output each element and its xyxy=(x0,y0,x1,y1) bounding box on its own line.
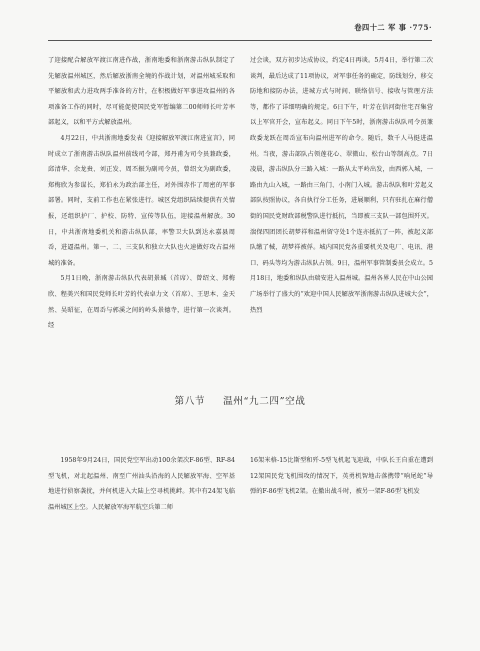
section-number: 第八节 xyxy=(174,396,206,407)
section-title: 温州“九二四”空战 xyxy=(223,396,306,407)
paragraph: 过会谈，双方初步达成协议，约定4日再谈。5月4日，举行第二次谈判，最后达成了11项协议，对军事任务的确定，防线划分，移交防地和接防办法，进城方式与时间、联络信号、接收与管理方法等，都作了详细明确的规定。6日下午，叶芳在信河街住宅召集营以上军官开会，宣布起义。同日下午5时，浙南游击纵队司令员兼政委龙跃在周岙宣布向温州进军的命令。随后，数千人马挺进温州。当夜，游击部队占领莲花心、翠微山、松台山等制高点。7日凌晨，游击纵队分三路入城：一路从太平岭出发，由西郭入城，一路由九山入城，一路由三角门、小南门入城。游击纵队和叶芳起义部队按照协议，各自执行分工任务，进展顺利，只有驻扎在麻行僧街的国民党财政部税警队进行抵抗，当即被三支队一部包围歼灭。湍保四团团长胡梦祥和温州留守处1个连亦抵抗了一阵，被起义部队缴了械，胡梦祥被俘。城内国民党各重要机关及电厂、电讯、港口、码头等均为游击纵队占领。9日，温州军事管制委员会成立。5月18日，地委和纵队由瑞安进入温州城。温州各界人民在中山公园广场举行了盛大的“欢迎中国人民解放军浙南游击纵队进城大会”，热烈 xyxy=(250,57,433,314)
section-heading xyxy=(48,395,432,409)
top-right-column xyxy=(250,53,433,318)
paragraph: 5月1日晚，浙南游击纵队代表胡景瑊（首席）、曾绍文、郑梅欣、程美兴和国民党师长叶芳的代表卓力文（首席）、王思本、金天然、吴昭征，在周岙与郭溪之间的岭头景德寺，进行第一次谈判。经 xyxy=(48,275,235,330)
paragraph: 1958年9月24日，国民党空军出动100余架次F-86型、RF-84型飞机，对北起温州、南至广州汕头沿海的人民解放军海、空军基地进行侦察袭扰，并何机进入大陆上空寻机挑衅。其中有24架飞临温州城区上空。人民解放军海军航空兵第二师 xyxy=(48,457,235,511)
paragraph: 16架米格-15比斯型和歼-5型飞机起飞迎战，中队长王自重在遭到12架国民党飞机围攻的情况下，英勇机智地击落携带“响尾蛇”导弹的F-86型飞机2架。在撤出战斗时，被另一架F-86型飞机发 xyxy=(250,457,433,496)
paragraph: 4月22日，中共浙南地委发表《迎接解放军渡江南进宣言》，同时成立了浙南游击纵队温州前线司令部，郑丹甫为司令员兼政委，邱清华、余龙贵、刘正发、周丕振为副司令员，曾绍文为副政委，郑梅欣为参谋长，郑伯永为政治部主任，对外围赤作了周密的军事部署。同时，支前工作也在紧张进行。城区党组织陆续提供有关情报，还组织护厂、护校、防特、宣传等队伍，迎接温州解放。30日，中共浙南地委机关和游击纵队部，率警卫大队到达永嘉县周岙，进逼温州。第一、二、三支队和独立大队也火速做好攻占温州城的准备。 xyxy=(48,134,235,267)
top-left-column xyxy=(48,53,235,334)
bottom-left-column xyxy=(48,453,235,515)
running-head: 卷四十二 军 事 ·775· xyxy=(354,23,432,32)
paragraph: 了迎接配合解放军渡江南进作战，浙南地委和浙南游击纵队制定了先解放温州城区，然后解放浙南全境的作战计划，对温州城采取和平解放和武力进攻两手准备的方针，在积极做好军事进攻温州的各项准备工作的同时，尽可能促使国民党军暂编第二00师师长叶芳率部起义，以和平方式解放温州。 xyxy=(48,57,235,127)
bottom-right-column xyxy=(250,453,433,500)
page-header xyxy=(48,22,432,41)
